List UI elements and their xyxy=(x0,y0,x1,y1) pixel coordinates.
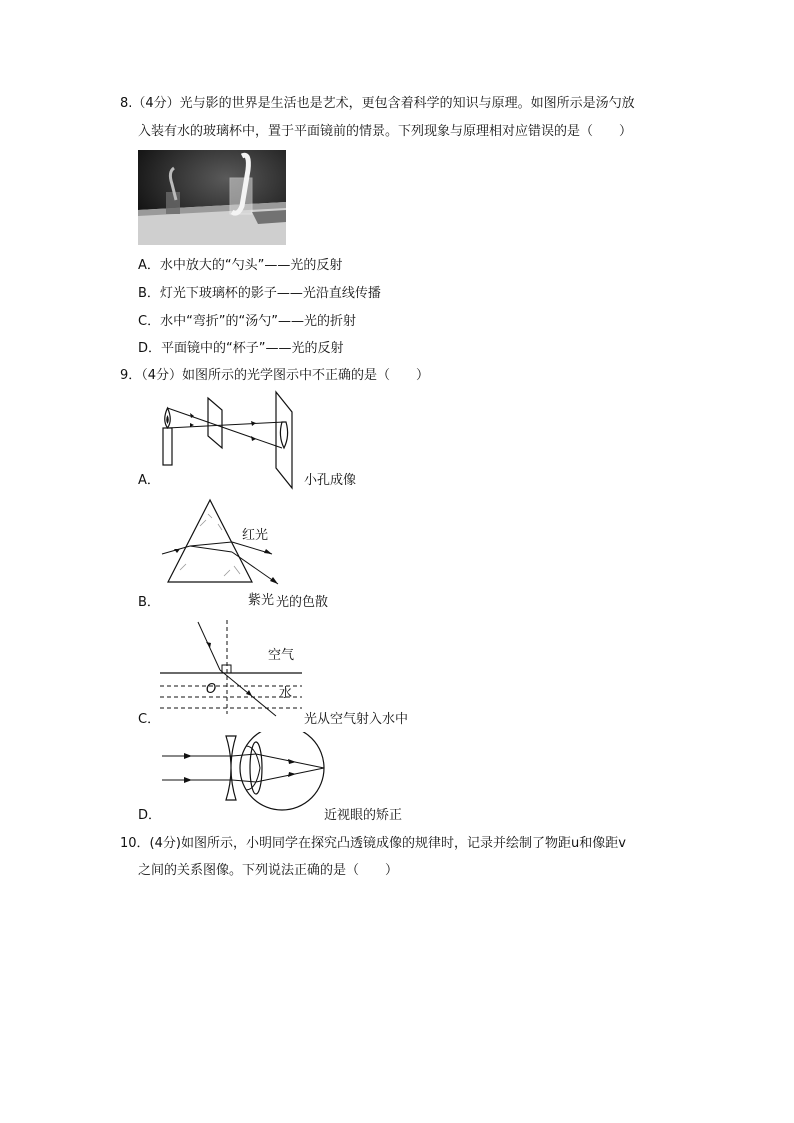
q8-stem-line2: 入装有水的玻璃杯中，置于平面镜前的情景。下列现象与原理相对应错误的是（ ） xyxy=(138,124,633,139)
q9-figure-c-refraction xyxy=(150,618,310,718)
q9-b-letter: B． xyxy=(138,595,160,610)
q9-figure-d-myopia xyxy=(150,732,330,812)
q10-stem-line2: 之间的关系图像。下列说法正确的是（ ） xyxy=(138,863,399,878)
q9-a-letter: A． xyxy=(138,473,160,488)
q10-stem-line1: 10．(4分)如图所示，小明同学在探究凸透镜成像的规律时，记录并绘制了物距u和像距v xyxy=(120,836,626,851)
q9-b-caption: 光的色散 xyxy=(276,595,329,610)
q9-c-water-label: 水 xyxy=(279,686,293,701)
q9-d-caption: 近视眼的矫正 xyxy=(324,808,403,823)
q9-c-caption: 光从空气射入水中 xyxy=(304,712,409,727)
q9-b-purple-label: 紫光 xyxy=(248,593,275,608)
q8-option-d: D．平面镜中的“杯子”——光的反射 xyxy=(138,341,344,356)
q9-c-air-label: 空气 xyxy=(268,648,295,663)
q8-option-c: C．水中“弯折”的“汤勺”——光的折射 xyxy=(138,314,357,329)
q9-a-caption: 小孔成像 xyxy=(304,473,357,488)
q9-c-letter: C． xyxy=(138,712,161,727)
q8-option-b: B．灯光下玻璃杯的影子——光沿直线传播 xyxy=(138,286,381,301)
q9-figure-b-prism xyxy=(150,496,290,596)
q9-d-letter: D． xyxy=(138,808,162,823)
q8-option-a: A．水中放大的“勺头”——光的反射 xyxy=(138,258,343,273)
spoon-glass-mirror-image xyxy=(138,150,286,245)
q9-b-red-label: 红光 xyxy=(242,528,269,543)
q9-figure-a-pinhole xyxy=(150,390,310,490)
q9-c-point-o: O xyxy=(206,682,217,697)
q9-stem: 9．（4分）如图所示的光学图示中不正确的是（ ） xyxy=(120,368,430,383)
q8-photo xyxy=(138,150,286,245)
q8-stem-line1: 8.（4分）光与影的世界是生活也是艺术，更包含着科学的知识与原理。如图所示是汤勺放 xyxy=(120,96,635,111)
